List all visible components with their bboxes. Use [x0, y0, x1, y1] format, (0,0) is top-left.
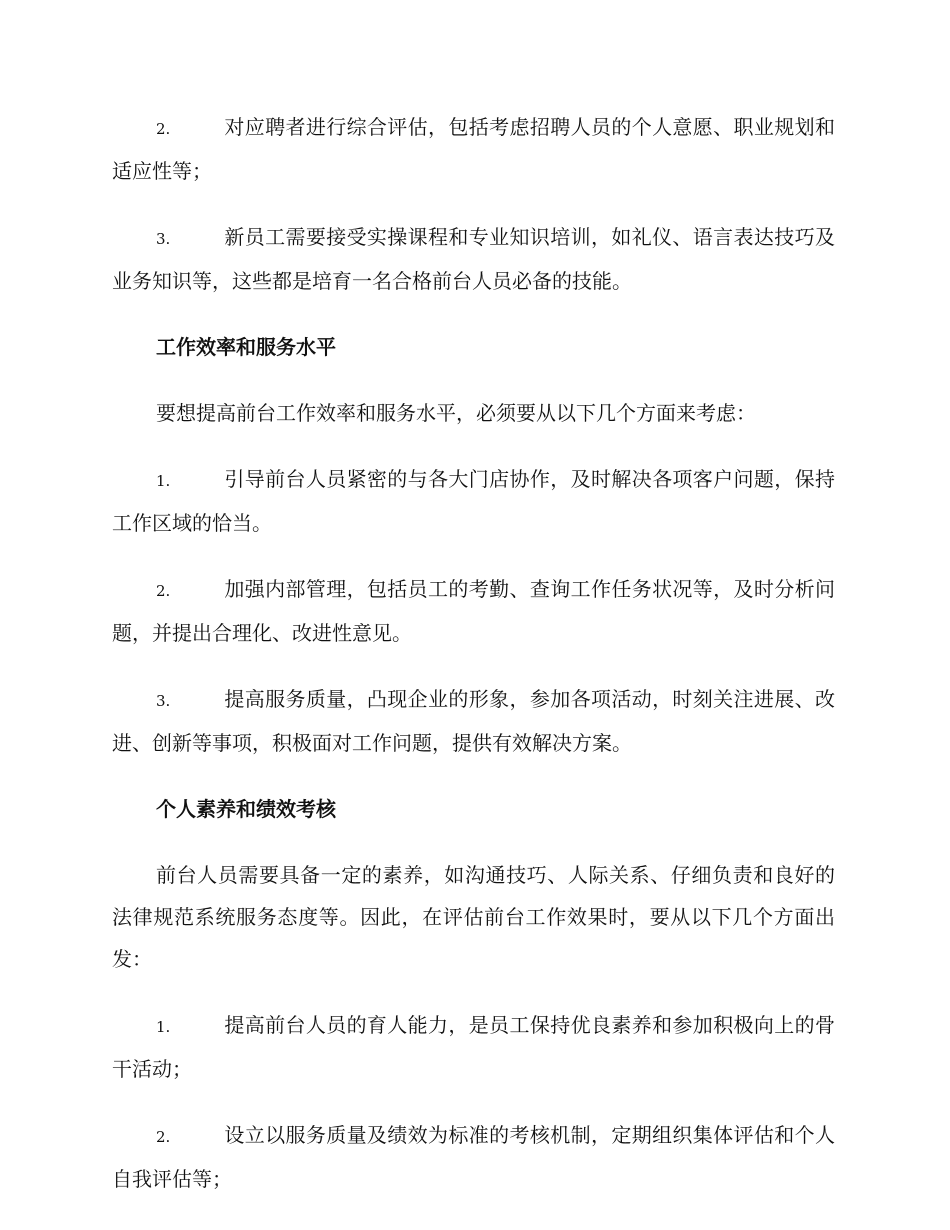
list-item — [112, 678, 835, 764]
list-item — [112, 458, 835, 544]
section-heading: 个人素养和绩效考核 — [156, 797, 336, 821]
list-number: 2. — [156, 1128, 171, 1146]
list-item — [112, 1004, 835, 1090]
list-item-text: 设立以服务质量及绩效为标准的考核机制，定期组织集体评估和个人自我评估等； — [112, 1123, 835, 1191]
list-item — [112, 216, 835, 302]
list-item-text: 提高前台人员的育人能力，是员工保持优良素养和参加积极向上的骨干活动； — [112, 1013, 835, 1081]
list-number: 2. — [156, 582, 171, 600]
list-item — [112, 1114, 835, 1200]
list-item-text: 引导前台人员紧密的与各大门店协作，及时解决各项客户问题，保持工作区域的恰当。 — [112, 467, 835, 535]
list-number: 3. — [156, 230, 171, 248]
list-item-text: 对应聘者进行综合评估，包括考虑招聘人员的个人意愿、职业规划和适应性等； — [112, 115, 835, 183]
body-paragraph: 前台人员需要具备一定的素养，如沟通技巧、人际关系、仔细负责和良好的法律规范系统服务态度等。因此，在评估前台工作效果时，要从以下几个方面出发： — [112, 863, 835, 971]
section-heading: 工作效率和服务水平 — [156, 335, 336, 359]
list-item-text: 加强内部管理，包括员工的考勤、查询工作任务状况等，及时分析问题，并提出合理化、改进性意见。 — [112, 577, 835, 645]
list-item-text: 新员工需要接受实操课程和专业知识培训，如礼仪、语言表达技巧及业务知识等，这些都是培育一名合格前台人员必备的技能。 — [112, 225, 835, 293]
list-number: 2. — [156, 120, 171, 138]
body-paragraph: 要想提高前台工作效率和服务水平，必须要从以下几个方面来考虑： — [156, 401, 756, 425]
list-item-text: 提高服务质量，凸现企业的形象，参加各项活动，时刻关注进展、改进、创新等事项，积极面对工作问题，提供有效解决方案。 — [112, 687, 835, 755]
list-item — [112, 106, 835, 192]
list-number: 1. — [156, 472, 171, 490]
list-item — [112, 568, 835, 654]
list-number: 1. — [156, 1018, 171, 1036]
list-number: 3. — [156, 692, 171, 710]
